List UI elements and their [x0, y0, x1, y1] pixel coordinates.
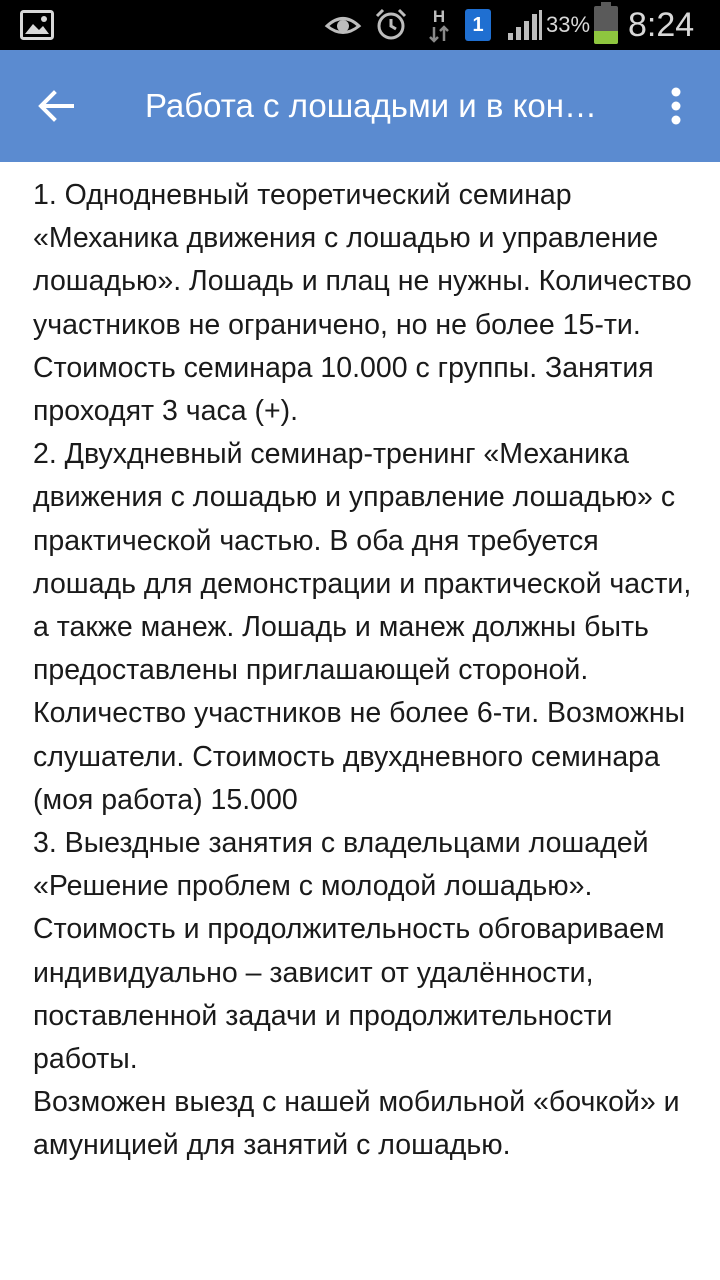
article-text: 1. Однодневный теоретический семинар «Механика движения с лошадью и управление лошадью». Лошадь и плац не нужны. Количество участников не ограничено, но не более 15-ти. Стоимость семинара 10.000 с группы. Занятия проходят 3 часа (+). 2. Двухдневный семинар-тренинг «Механика движения с лошадью и управление лошадью» с практической частью. В оба дня требуется лошадь для демонстрации и практической части, а также манеж. Лошадь и манеж должны быть предоставлены приглашающей стороной. Количество участников не более 6-ти. Возможны слушатели. Стоимость двухдневного семинара (моя работа) 15.000 3. Выездные занятия с владельцами лошадей «Решение проблем с молодой лошадью». Стоимость и продолжительность обговариваем индивидуально – зависит от удалённости, поставленной задачи и продолжительности работы. Возможен выезд с нашей мобильной «бочкой» и амуницией для занятий с лошадью.	[33, 179, 692, 1162]
battery-fill	[594, 31, 618, 44]
back-arrow-icon	[38, 90, 74, 122]
battery-percent: 33%	[546, 12, 591, 37]
eye-icon	[326, 0, 360, 50]
overflow-menu-button[interactable]	[652, 78, 700, 134]
sim-icon	[465, 0, 491, 50]
sim-label: 1	[472, 13, 484, 36]
battery-icon	[594, 0, 618, 50]
status-bar	[0, 0, 720, 50]
status-time: 8:24	[628, 5, 695, 44]
overflow-menu-icon	[670, 86, 682, 126]
app-bar	[0, 50, 720, 162]
network-type-label: H	[432, 6, 446, 26]
page-title: Работа с лошадьми и в кон…	[145, 87, 597, 124]
signal-icon	[507, 0, 543, 50]
alarm-clock-icon	[374, 0, 408, 50]
content-area[interactable]	[33, 174, 693, 1270]
image-notification-icon	[20, 0, 54, 50]
back-button[interactable]	[20, 78, 92, 134]
data-arrows-icon	[428, 0, 450, 50]
